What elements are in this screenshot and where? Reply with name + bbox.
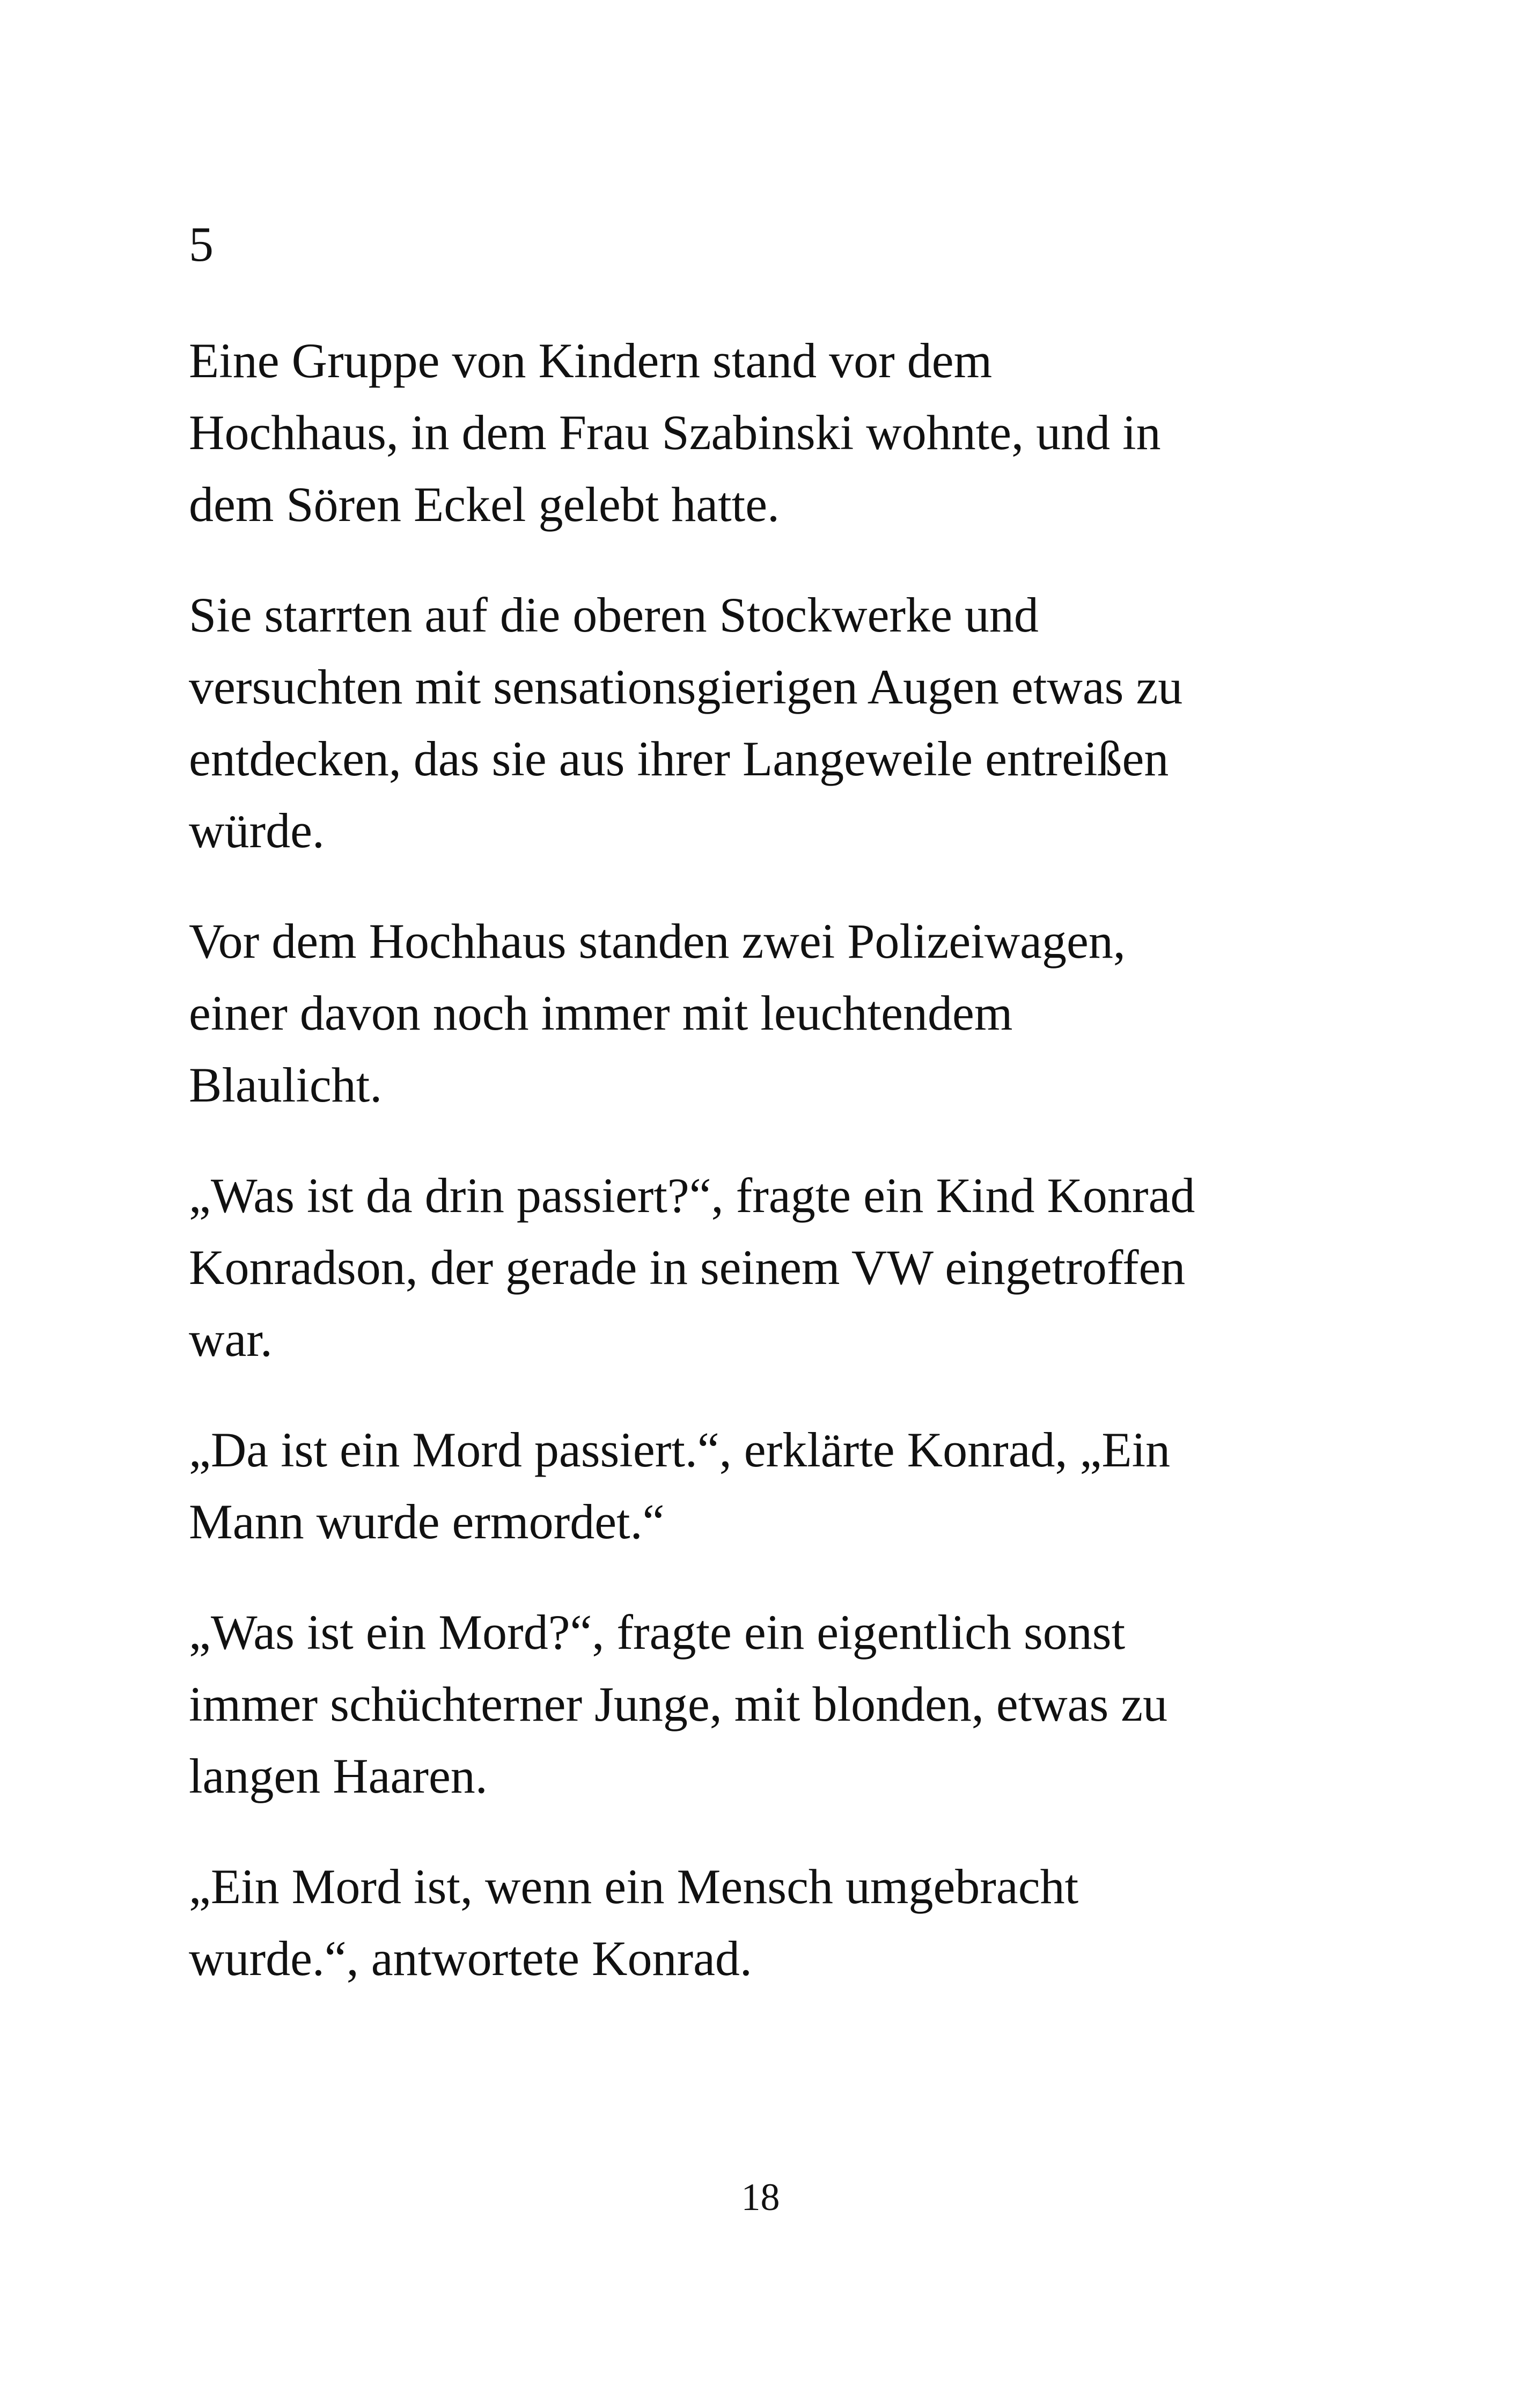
paragraph — [189, 905, 1358, 1121]
text-line: wurde.“, antwortete Konrad. — [189, 1931, 752, 1986]
paragraph — [189, 1851, 1358, 1994]
body-text — [189, 325, 1358, 2033]
paragraph — [189, 579, 1358, 867]
text-line: dem Sören Eckel gelebt hatte. — [189, 477, 780, 532]
text-line: einer davon noch immer mit leuchtendem — [189, 986, 1013, 1040]
text-line: Blaulicht. — [189, 1058, 383, 1112]
text-line: Eine Gruppe von Kindern stand vor dem — [189, 333, 993, 388]
text-line: Konradson, der gerade in seinem VW eingetroffen — [189, 1240, 1186, 1295]
paragraph — [189, 1159, 1358, 1375]
text-line: war. — [189, 1312, 273, 1367]
page-number: 18 — [741, 2176, 780, 2219]
text-line: Vor dem Hochhaus standen zwei Polizeiwagen, — [189, 914, 1126, 968]
text-line: immer schüchterner Junge, mit blonden, etwas zu — [189, 1677, 1168, 1731]
paragraph — [189, 1596, 1358, 1812]
text-line: langen Haaren. — [189, 1749, 488, 1803]
text-line: Mann wurde ermordet.“ — [189, 1494, 665, 1549]
text-line: „Was ist da drin passiert?“, fragte ein Kind Konrad — [189, 1168, 1195, 1223]
text-line: Sie starrten auf die oberen Stockwerke und — [189, 588, 1039, 642]
text-line: entdecken, das sie aus ihrer Langeweile entreißen — [189, 731, 1169, 786]
text-line: Hochhaus, in dem Frau Szabinski wohnte, und in — [189, 405, 1161, 460]
text-line: „Da ist ein Mord passiert.“, erklärte Konrad, „Ein — [189, 1422, 1171, 1477]
paragraph — [189, 325, 1358, 540]
text-line: würde. — [189, 803, 325, 858]
text-line: „Ein Mord ist, wenn ein Mensch umgebracht — [189, 1859, 1079, 1914]
text-line: versuchten mit sensationsgierigen Augen etwas zu — [189, 659, 1183, 714]
text-line: „Was ist ein Mord?“, fragte ein eigentlich sonst — [189, 1605, 1126, 1660]
paragraph — [189, 1414, 1358, 1558]
chapter-number: 5 — [189, 217, 214, 271]
